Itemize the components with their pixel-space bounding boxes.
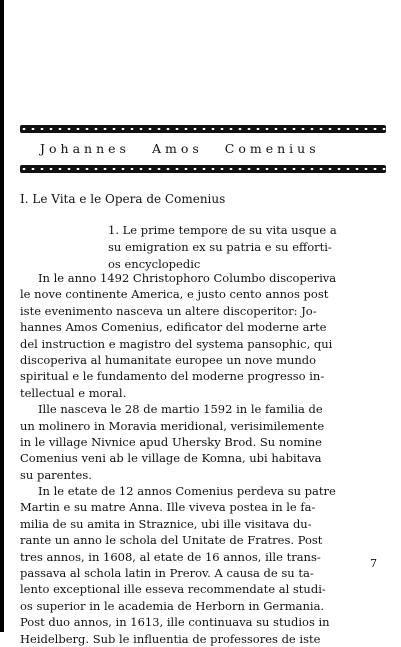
body-line: Comenius veni ab le village de Komna, ubi habitava (20, 451, 322, 466)
body-line: Heidelberg. Sub le influentia de professores de iste (20, 631, 321, 646)
body-line: Post duo annos, in 1613, ille continuava su studios in (20, 615, 330, 630)
section-heading: I. Le Vita e le Opera de Comenius (20, 192, 226, 206)
subsection-heading (108, 222, 386, 273)
body-line: tellectual e moral. (20, 385, 127, 400)
body-line: In le anno 1492 Christophoro Columbo discoperiva (38, 271, 337, 285)
body-line: passava al schola latin in Prerov. A causa de su ta- (20, 566, 314, 581)
subheading-line: su emigration ex su patria e su efforti- (108, 240, 332, 254)
body-line: in le village Nivnice apud Uhersky Brod. Su nomine (20, 434, 322, 449)
body-line: In le etate de 12 annos Comenius perdeva su patre (38, 484, 336, 499)
body-line: os superior in le academia de Herborn in Germania. (20, 598, 325, 613)
body-line: lento exceptional ille esseva recommendate al studi- (20, 582, 326, 597)
body-line: discoperiva al humanitate europee un nove mundo (20, 352, 317, 367)
body-line: iste evenimento nasceva un altere discoperitor: Jo- (20, 303, 317, 318)
header-word-1: Johannes (40, 141, 130, 156)
header-word-2: Amos (151, 141, 203, 156)
body-line: Martin e su matre Anna. Ille viveva postea in le fa- (20, 500, 316, 515)
body-line: hannes Amos Comenius, edificator del moderne arte (20, 320, 327, 335)
body-line: del instruction e magistro del systema pansophic, qui (20, 336, 333, 351)
body-line: milia de su amita in Straznice, ubi ille visitava du- (20, 516, 312, 531)
page-edge-shadow (0, 0, 4, 632)
header-word-3: Comenius (224, 141, 320, 156)
subheading-line: 1. Le prime tempore de su vita usque a (108, 223, 337, 237)
running-header (40, 141, 380, 156)
ornamental-border-bottom (20, 165, 386, 173)
body-line: un molinero in Moravia meridional, verisimilemente (20, 418, 325, 433)
body-line: rante un anno le schola del Unitate de Fratres. Post (20, 533, 323, 548)
body-line: Ille nasceva le 28 de martio 1592 in le familia de (38, 402, 323, 417)
subheading-line: os encyclopedic (108, 257, 201, 271)
body-line: tres annos, in 1608, al etate de 16 annos, ille trans- (20, 549, 321, 564)
body-text (20, 270, 386, 647)
body-line: le nove continente America, e justo cento annos post (20, 287, 329, 302)
body-line: su parentes. (20, 467, 92, 482)
page-number: 7 (370, 557, 377, 570)
body-line: spiritual e le fundamento del moderne progresso in- (20, 369, 325, 384)
ornamental-border-top (20, 125, 386, 133)
